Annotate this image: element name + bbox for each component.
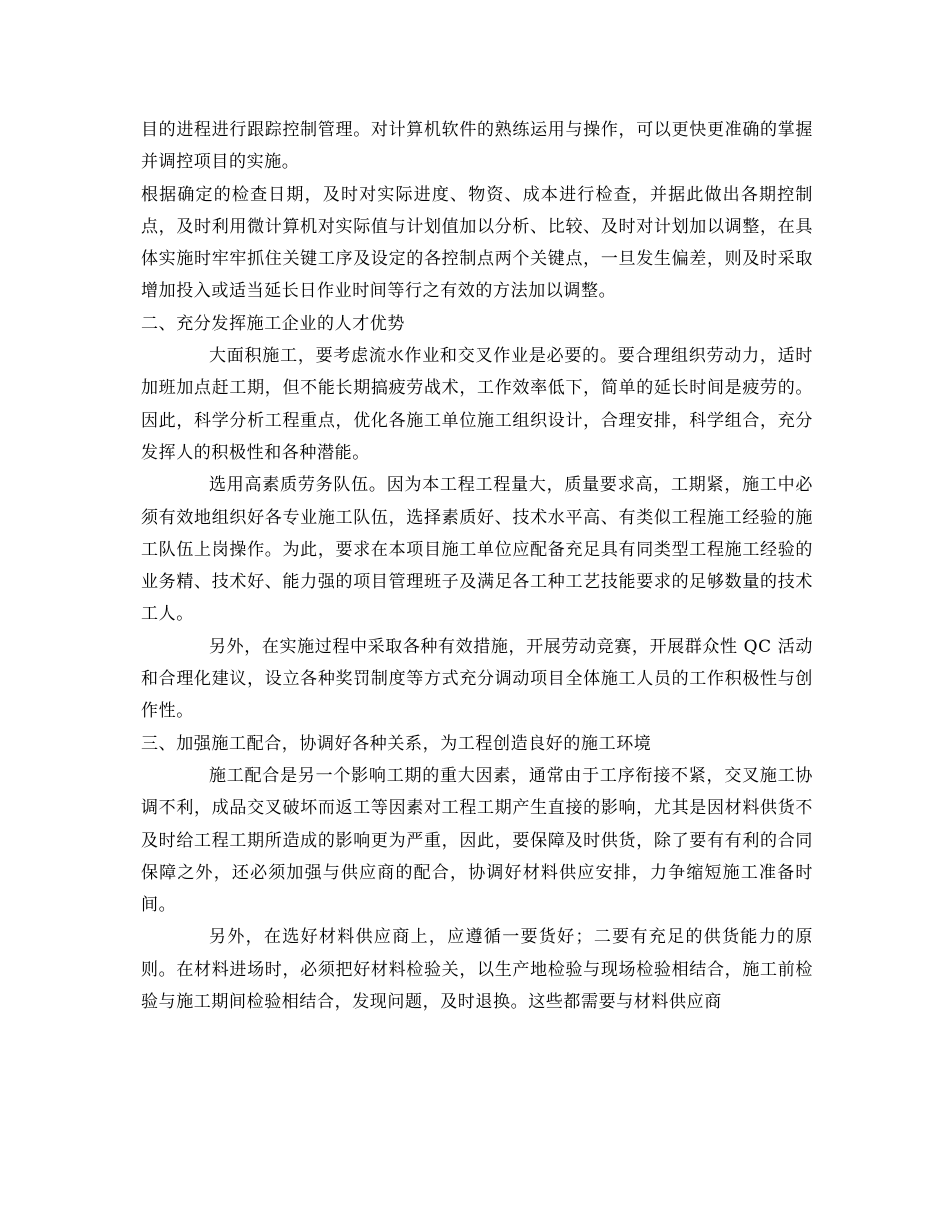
paragraph-labor-competition: 另外，在实施过程中采取各种有效措施，开展劳动竞赛，开展群众性 QC 活动和合理化建议，设立各种奖罚制度等方式充分调动项目全体施工人员的工作积极性与创作性。 <box>141 636 813 722</box>
paragraph-material-suppliers: 另外，在选好材料供应商上，应遵循一要货好；二要有充足的供货能力的原则。在材料进场时，必须把好材料检验关，以生产地检验与现场检验相结合，施工前检验与施工期间检验相结合，发现问题，及时退换。这些都需要与材料供应商 <box>141 927 813 1013</box>
document-body <box>141 114 813 1018</box>
paragraph-construction-coordination: 施工配合是另一个影响工期的重大因素，通常由于工序衔接不紧，交叉施工协调不利，成品交叉破坏而返工等因素对工程工期产生直接的影响，尤其是因材料供货不及时给工程工期所造成的影响更为严重，因此，要保障及时供货，除了要有有利的合同保障之外，还必须加强与供应商的配合，协调好材料供应安排，力争缩短施工准备时间。 <box>141 765 813 916</box>
paragraph-labor-team-selection: 选用高素质劳务队伍。因为本工程工程量大，质量要求高，工期紧，施工中必须有效地组织好各专业施工队伍，选择素质好、技术水平高、有类似工程施工经验的施工队伍上岗操作。为此，要求在本项目施工单位应配备充足具有同类型工程施工经验的业务精、技术好、能力强的项目管理班子及满足各工种工艺技能要求的足够数量的技术工人。 <box>141 475 813 625</box>
paragraph-inspection-control: 根据确定的检查日期，及时对实际进度、物资、成本进行检查，并据此做出各期控制点，及时利用微计算机对实际值与计划值加以分析、比较、及时对计划加以调整，在具体实施时牢牢抓住关键工序及设定的各控制点两个关键点，一旦发生偏差，则及时采取增加投入或适当延长日作业时间等行之有效的方法加以调整。 <box>141 184 813 302</box>
paragraph-large-area-construction: 大面积施工，要考虑流水作业和交叉作业是必要的。要合理组织劳动力，适时加班加点赶工期，但不能长期搞疲劳战术，工作效率低下，简单的延长时间是疲劳的。因此，科学分析工程重点，优化各施工单位施工组织设计，合理安排，科学组合，充分发挥人的积极性和各种潜能。 <box>141 346 813 463</box>
section-heading-talent-advantage: 二、充分发挥施工企业的人才优势 <box>141 313 405 334</box>
paragraph-progress-tracking: 目的进程进行跟踪控制管理。对计算机软件的熟练运用与操作，可以更快更准确的掌握并调控项目的实施。 <box>141 120 813 173</box>
section-heading-construction-coordination: 三、加强施工配合，协调好各种关系，为工程创造良好的施工环境 <box>141 733 652 754</box>
